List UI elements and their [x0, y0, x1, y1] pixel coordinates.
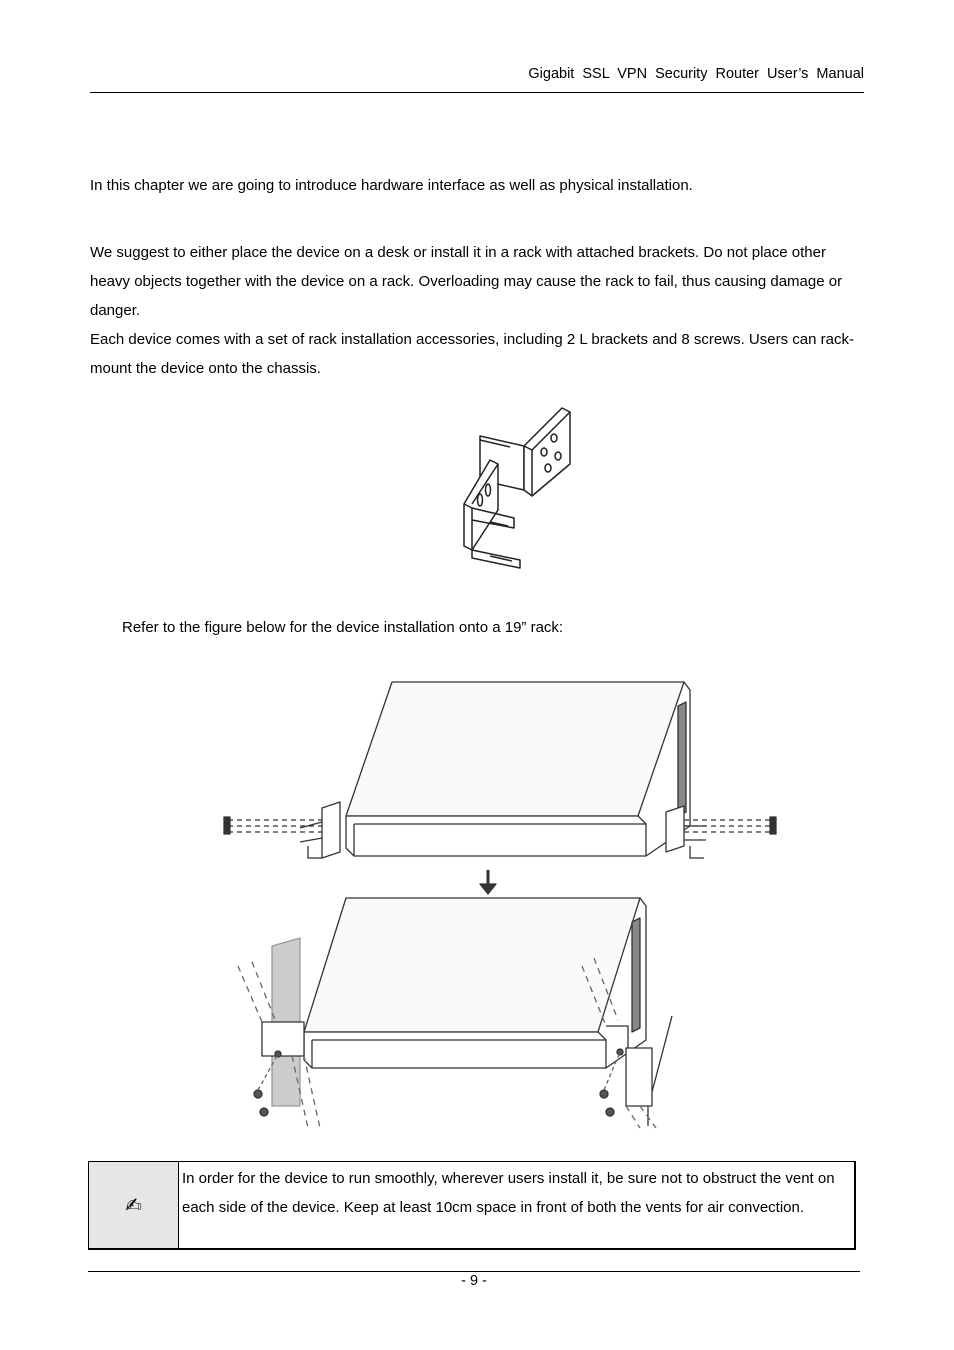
note-pencil-icon: ✍ — [125, 1193, 142, 1217]
note-icon-cell — [89, 1162, 179, 1248]
note-table — [88, 1161, 856, 1250]
page-footer — [88, 1271, 860, 1289]
note-text: In order for the device to run smoothly, wherever users install it, be sure not to obstruct the vent on each side of the device. Keep at least 10cm space in front of both the vents for air convection. — [182, 1170, 835, 1216]
rack-mount-illustration — [216, 676, 782, 1134]
placement-paragraph: We suggest to either place the device on a desk or install it in a rack with attached brackets. Do not place other heavy objects together with the device on a rack. Overloading may cause the rack to fail, thus causing damage or danger. — [90, 244, 843, 319]
intro-paragraph: In this chapter we are going to introduce hardware interface as well as physical installation. — [90, 177, 693, 194]
manual-title: Gigabit SSL VPN Security Router User’s Manual — [528, 66, 864, 82]
l-bracket-illustration — [450, 400, 580, 572]
accessories-paragraph: Each device comes with a set of rack installation accessories, including 2 L brackets and 8 screws. Users can rack- mount the device onto the chassis. — [90, 331, 854, 377]
page-header — [90, 66, 864, 93]
refer-paragraph: Refer to the figure below for the device installation onto a 19” rack: — [122, 619, 564, 636]
page-number: - 9 - — [461, 1273, 487, 1289]
